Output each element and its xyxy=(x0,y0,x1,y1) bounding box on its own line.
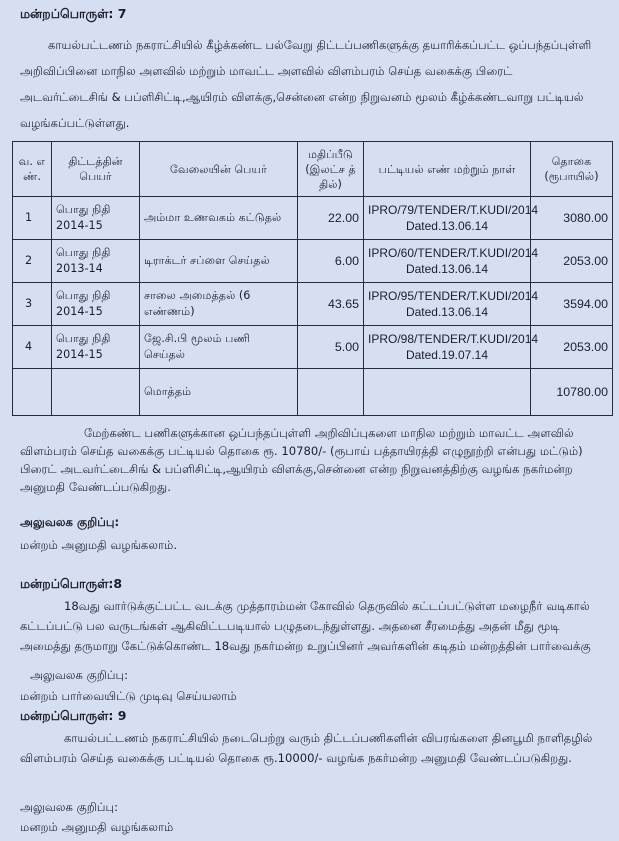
item7-resolution-text: மேற்கண்ட பணிகளுக்கான ஒப்பந்தப்புள்ளி அறிவிப்புகளை மாநில மற்றும் மாவட்ட அளவில் விளம்பரம் செய்த வகைக்கு பட்டியல் தொகை ரூ. 10780/- (ரூபாய் பத்தாயிரத்தி எழுநூற்றி என்பது மட்டும்) பிரைட் அடவர்ட்டைசிங் & பப்ளிசிட்டி,ஆயிரம் விளக்கு,சென்னை என்ற நிறுவனத்திற்கு வழங்க நகர்மன்ற அனுமதி வேண்டப்படுகிறது. xyxy=(20,426,583,494)
item7-note-label: அலுவலக குறிப்பு: xyxy=(20,515,120,529)
cell-scheme: பொது நிதி 2013-14 xyxy=(52,240,140,283)
cell-work: ஜே.சி.பி மூலம் பணி செய்தல் xyxy=(140,326,298,369)
cell-work: சாலை அமைத்தல் (6 எண்ணம்) xyxy=(140,283,298,326)
item8-body xyxy=(20,596,600,656)
item8-body-text: 18வது வார்டுக்குட்பட்ட வடக்கு முத்தாரம்மன் கோவில் தெருவில் கட்டப்பட்டுள்ள மழைநீர் வடிகால் கட்டப்பட்டு பல வருடங்கள் ஆகிவிட்டபடியால் பழுதடைந்துள்ளது. அதனை சீரமைத்து அதன் மீது மூடி அமைத்து தருமாறு கேட்டுக்கொண்ட 18வது நகர்மன்ற உறுப்பினர் அவர்களின் கடிதம் மன்றத்தின் பார்வைக்கு xyxy=(20,599,591,653)
col-header-amount: தொகை (ரூபாயில்) xyxy=(531,142,613,197)
cell-work: டிராக்டர் சப்ளை செய்தல் xyxy=(140,240,298,283)
item9-note: மனறம் அனுமதி வழங்கலாம் xyxy=(20,820,174,834)
table-row xyxy=(13,197,613,240)
cell-estimate: 5.00 xyxy=(298,326,364,369)
total-label: மொத்தம் xyxy=(140,369,298,416)
table-total-row xyxy=(13,369,613,416)
cell-sno: 3 xyxy=(13,283,52,326)
cell-ref: IPRO/60/TENDER/T.KUDI/2014 Dated.13.06.14 xyxy=(364,240,531,283)
cell-estimate: 22.00 xyxy=(298,197,364,240)
item8-note-label: அலுவலக குறிப்பு: xyxy=(30,668,129,682)
table-row xyxy=(13,283,613,326)
cell-ref: IPRO/95/TENDER/T.KUDI/2014 Dated.13.06.14 xyxy=(364,283,531,326)
total-amount: 10780.00 xyxy=(531,369,613,416)
col-header-estimate: மதிப்பீடு (இலட்ச த் தில்) xyxy=(298,142,364,197)
cell-work: அம்மா உணவகம் கட்டுதல் xyxy=(140,197,298,240)
cell-scheme: பொது நிதி 2014-15 xyxy=(52,197,140,240)
cell-amount: 3080.00 xyxy=(531,197,613,240)
col-header-scheme: திட்டத்தின் பெயர் xyxy=(52,142,140,197)
cell-sno: 4 xyxy=(13,326,52,369)
item7-intro-text: காயல்பட்டணம் நகராட்சியில் கீழ்க்கண்ட பல்வேறு திட்டப்பணிகளுக்கு தயாரிக்கப்பட்ட ஒப்பந்தப்புள்ளி அறிவிப்பினை மாநில அளவில் மற்றும் மாவட்ட அளவில் விளம்பரம் செய்த வகைக்கு பிரைட் அடவர்ட்டைசிங் & பப்ளிசிட்டி,ஆயிரம் விளக்கு,சென்னை என்ற நிறுவனம் மூலம் கீழ்க்கண்டவாறு பட்டியல் வழங்கப்பட்டுள்ளது. xyxy=(20,38,592,130)
col-header-sno: வ. எ ண். xyxy=(13,142,52,197)
table-header-row xyxy=(13,142,613,197)
item7-heading: மன்றப்பொருள்: 7 xyxy=(20,6,127,21)
cell-estimate: 6.00 xyxy=(298,240,364,283)
cell-scheme: பொது நிதி 2014-15 xyxy=(52,283,140,326)
cell-empty xyxy=(364,369,531,416)
item9-body-text: காயல்பட்டணம் நகராட்சியில் நடைபெற்று வரும் திட்டப்பணிகளின் விபரங்களை தினபூமி நாளிதழில் விளம்பரம் செய்த வகைக்கு பட்டியல் தொகை ரூ.10000/- வழங்க நகர்மன்ற அனுமதி வேண்டப்படுகிறது. xyxy=(20,731,593,765)
cell-empty xyxy=(52,369,140,416)
cell-scheme: பொது நிதி 2014-15 xyxy=(52,326,140,369)
item8-heading: மன்றப்பொருள்:8 xyxy=(20,576,123,591)
item9-body xyxy=(20,728,600,768)
cell-estimate: 43.65 xyxy=(298,283,364,326)
cell-empty xyxy=(298,369,364,416)
cell-sno: 1 xyxy=(13,197,52,240)
col-header-work: வேலையின் பெயர் xyxy=(140,142,298,197)
item9-note-label: அலுவலக குறிப்பு: xyxy=(20,800,119,814)
item7-resolution xyxy=(20,424,600,496)
cell-amount: 3594.00 xyxy=(531,283,613,326)
cell-sno: 2 xyxy=(13,240,52,283)
item8-note: மன்றம் பார்வையிட்டு முடிவு செய்யலாம் xyxy=(20,689,237,703)
cell-empty xyxy=(13,369,52,416)
cell-ref: IPRO/98/TENDER/T.KUDI/2014 Dated.19.07.14 xyxy=(364,326,531,369)
table-row xyxy=(13,240,613,283)
item7-intro xyxy=(20,32,600,136)
item7-note: மன்றம் அனுமதி வழங்கலாம். xyxy=(20,538,178,552)
cell-ref: IPRO/79/TENDER/T.KUDI/2014 Dated.13.06.14 xyxy=(364,197,531,240)
cell-amount: 2053.00 xyxy=(531,326,613,369)
works-table xyxy=(12,141,613,416)
item9-heading: மன்றப்பொருள்: 9 xyxy=(20,708,127,723)
col-header-ref: பட்டியல் எண் மற்றும் நாள் xyxy=(364,142,531,197)
cell-amount: 2053.00 xyxy=(531,240,613,283)
table-row xyxy=(13,326,613,369)
